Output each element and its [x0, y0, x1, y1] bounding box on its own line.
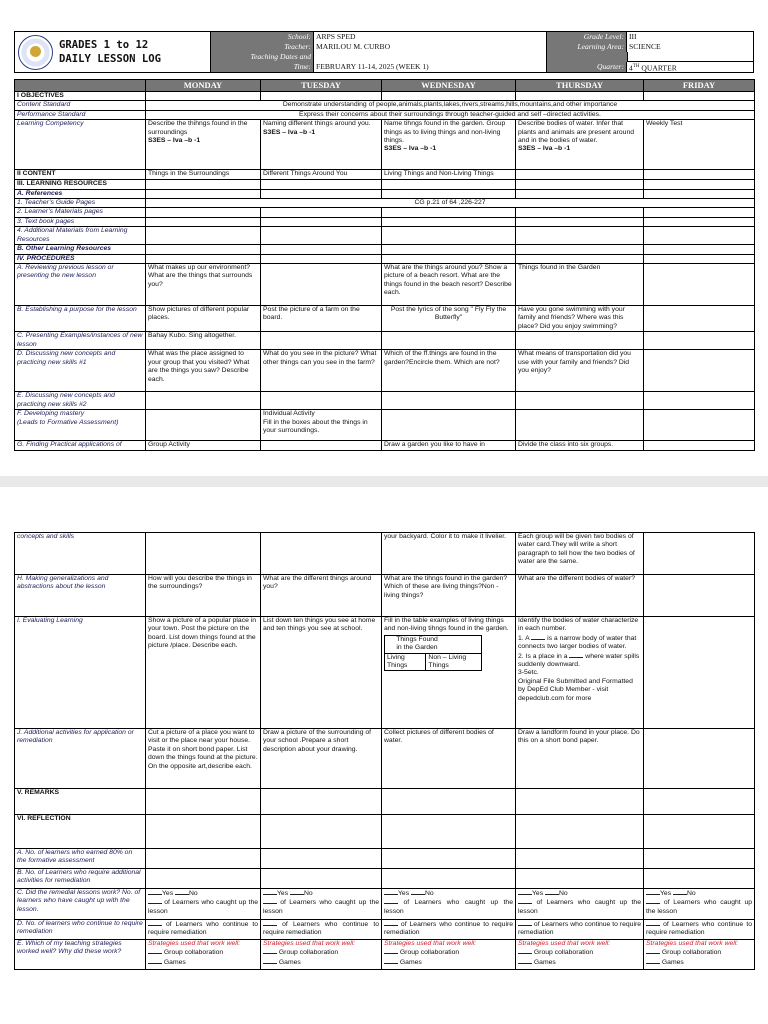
additional-materials-label: 4. Additional Materials from Learning Resources	[15, 227, 146, 245]
day-monday: MONDAY	[146, 80, 261, 92]
day-thursday: THURSDAY	[516, 80, 644, 92]
row-establishing-purpose	[15, 306, 755, 332]
dates-label-line-1: Teaching Dates and	[250, 52, 311, 61]
row-discussing-2	[15, 392, 755, 410]
performance-standard-text: Express their concerns about their surroundings through teacher-guided and self –directed activities.	[146, 110, 755, 119]
row-learners-materials	[15, 208, 755, 217]
row-additional-materials	[15, 227, 755, 245]
performance-standard-label: Performance Standard	[15, 110, 146, 119]
reflection-c-thursday: Yes No of Learners who caught up the lesson	[516, 889, 644, 920]
applications-cont-wednesday: your backyard. Color it to make it livelier.	[382, 533, 516, 575]
quarter-label: Quarter:	[546, 62, 626, 72]
establishing-purpose-label: B. Establishing a purpose for the lesson	[15, 306, 146, 332]
applications-monday: Group Activity	[146, 441, 261, 450]
reflection-d-wednesday: of Learners who continue to require remediation	[382, 920, 516, 940]
document-title	[59, 38, 161, 66]
objectives-label: I OBJECTIVES	[15, 92, 146, 101]
learning-area-label: Learning Area:	[546, 42, 626, 52]
textbook-label: 3. Text book pages	[15, 217, 146, 226]
header-block	[14, 31, 754, 73]
reviewing-label: A. Reviewing previous lesson or presenting the new lesson	[15, 264, 146, 306]
mastery-tuesday: Individual Activity Fill in the boxes about the things in your surroundings.	[261, 410, 382, 441]
teacher-value: MARILOU M. CURBO	[313, 42, 546, 52]
lesson-log-page-1	[0, 0, 768, 476]
row-remarks	[15, 789, 755, 815]
reflection-d-monday: of Learners who continue to require remediation	[146, 920, 261, 940]
reflection-a-label: A. No. of learners who earned 80% on the formative assessment	[15, 849, 146, 869]
row-content	[15, 170, 755, 180]
remarks-label: V. REMARKS	[15, 789, 146, 815]
purpose-monday: Show pictures of different popular places.	[146, 306, 261, 332]
applications-thursday: Divide the class into six groups.	[516, 441, 644, 450]
reflection-e-label: E. Which of my teaching strategies worked well? Why did these work?	[15, 940, 146, 970]
discussing-1-monday: What was the place assigned to your group that you visited? What are the things you saw? Describe each.	[146, 350, 261, 392]
learning-resources-label: III. LEARNING RESOURCES	[15, 180, 146, 189]
competency-thursday: Describe bodies of water. Infer that plants and animals are present around and in the bodies of water. S3ES – Iva –b -1	[516, 120, 644, 170]
row-teachers-guide	[15, 199, 755, 208]
evaluating-monday: Show a picture of a popular place in your town. Post the picture on the board. List down things found at the picture /place. Describe each.	[146, 617, 261, 729]
content-tuesday: Different Things Around You	[261, 170, 382, 180]
additional-wednesday: Collect pictures of different bodies of water.	[382, 729, 516, 789]
dates-value: FEBRUARY 11-14, 2025 (WEEK 1)	[316, 62, 429, 71]
row-performance-standard	[15, 110, 755, 119]
discussing-1-label: D. Discussing new concepts and practicing new skills #1	[15, 350, 146, 392]
row-reflection-e	[15, 940, 755, 970]
row-discussing-1	[15, 350, 755, 392]
reflection-b-label: B. No. of Learners who require additional activities for remediation	[15, 869, 146, 889]
teachers-guide-text: CG p.21 of 64 ,226-227	[146, 199, 755, 208]
applications-cont-label: concepts and skills	[15, 533, 146, 575]
header-spacer	[546, 52, 753, 62]
reflection-d-label: D. No. of learners who continue to require remediation	[15, 920, 146, 940]
practical-applications-label: G. Finding Practical applications of	[15, 441, 146, 450]
row-practical-applications	[15, 441, 755, 450]
competency-monday: Describe the thihngs found in the surroundings S3ES – Iva –b -1	[146, 120, 261, 170]
evaluating-tuesday: List down ten things you see at home and ten things you see at school.	[261, 617, 382, 729]
lesson-log-table-page-1	[14, 79, 755, 451]
reviewing-monday: What makes up our environment? What are the things that surrounds you?	[146, 264, 261, 306]
content-standard-label: Content Standard	[15, 101, 146, 110]
additional-monday: Cut a picture of a place you want to visit or the place near your house. Paste it on short bond paper. List down the things found at the picture. On the opposite art,describe each.	[146, 729, 261, 789]
learning-area-value: SCIENCE	[626, 42, 753, 52]
row-reflection-b	[15, 869, 755, 889]
discussing-1-thursday: What means of transportation did you use with your family and friends? Did you enjoy?	[516, 350, 644, 392]
presenting-monday: Bahay Kubo. Sing altogether.	[146, 332, 261, 350]
header-row-teacher	[211, 42, 753, 52]
content-wednesday: Living Things and Non-Living Things	[382, 170, 516, 180]
grade-level-value: III	[626, 32, 753, 42]
school-label: School:	[211, 32, 313, 42]
row-additional-activities	[15, 729, 755, 789]
reflection-c-monday: Yes No of Learners who caught up the lesson	[146, 889, 261, 920]
purpose-thursday: Have you gone swimming with your family and friends? Where was this place? Did you enjoy swimming?	[516, 306, 644, 332]
day-header-blank	[15, 80, 146, 92]
day-header-row	[15, 80, 755, 92]
generalizations-monday: How will you describe the things in the surroundings?	[146, 575, 261, 617]
row-learning-resources	[15, 180, 755, 189]
title-line-2: DAILY LESSON LOG	[59, 53, 162, 65]
generalizations-tuesday: What are the different things around you?	[261, 575, 382, 617]
row-developing-mastery	[15, 410, 755, 441]
additional-tuesday: Draw a picture of the surrounding of your school .Prepare a short description about your drawing.	[261, 729, 382, 789]
row-objectives	[15, 92, 755, 101]
procedures-label: IV. PROCEDURES	[15, 254, 146, 263]
discussing-2-label: E. Discussing new concepts and practicing new skills #2	[15, 392, 146, 410]
generalizations-label: H. Making generalizations and abstractions about the lesson	[15, 575, 146, 617]
header-title-block	[15, 32, 211, 72]
day-wednesday: WEDNESDAY	[382, 80, 516, 92]
reflection-c-label: C. Did the remedial lessons work? No. of learners who have caught up with the lesson.	[15, 889, 146, 920]
evaluating-thursday: Identify the bodies of water characterize in each number. 1. A is a narrow body of water that connects two larger bodies of water. 2. Is a place in a where water spills suddenly downward. 3-5etc. Original File Submitted and Formatted by DepEd Club Member - visit depedclub.com for more	[516, 617, 644, 729]
reflection-e-monday: Strategies used that work well: Group collaboration Games	[146, 940, 261, 970]
teachers-guide-label: 1. Teacher’s Guide Pages	[15, 199, 146, 208]
reflection-label: VI. REFLECTION	[15, 815, 146, 849]
row-reflection	[15, 815, 755, 849]
row-other-resources	[15, 245, 755, 254]
teacher-label: Teacher:	[211, 42, 313, 52]
generalizations-thursday: What are the different bodies of water?	[516, 575, 644, 617]
row-learning-competency	[15, 120, 755, 170]
title-line-1: GRADES 1 to 12	[59, 39, 149, 51]
competency-wednesday: Name tihngs found in the garden. Group things as to living things and non-living things. S3ES – Iva –b -1	[382, 120, 516, 170]
reviewing-thursday: Things found in the Garden	[516, 264, 644, 306]
row-textbook	[15, 217, 755, 226]
applications-wednesday: Draw a garden you like to have in	[382, 441, 516, 450]
content-label: II CONTENT	[15, 170, 146, 180]
developing-mastery-label: F. Developing mastery (Leads to Formative Assessment)	[15, 410, 146, 441]
inner-table-head: Things Found in the Garden	[385, 635, 482, 653]
generalizations-wednesday: What are the tihngs found in the garden? Which of these are living things?Non -living things?	[382, 575, 516, 617]
reflection-d-thursday: of Learners who continue to require remediation	[516, 920, 644, 940]
reflection-d-friday: of Learners who continue to require remediation	[644, 920, 755, 940]
deped-seal-icon	[18, 35, 53, 70]
content-standard-text: Demonstrate understanding of people,animals,plants,lakes,rivers,streams,hills,mountains,and other importance	[146, 101, 755, 110]
inner-living-things: Living Things	[385, 653, 426, 671]
reflection-c-wednesday: Yes No of Learners who caught up the lesson	[382, 889, 516, 920]
other-resources-label: B. Other Learning Resources	[15, 245, 146, 254]
quarter-value: 4TH QUARTER	[626, 62, 753, 72]
header-row-school	[211, 32, 753, 42]
row-content-standard	[15, 101, 755, 110]
living-nonliving-table	[384, 635, 482, 672]
row-reviewing	[15, 264, 755, 306]
reflection-d-tuesday: of Learners who continue to require remediation	[261, 920, 382, 940]
additional-thursday: Draw a landform found in your place. Do this on a short bond paper.	[516, 729, 644, 789]
lesson-log-table-page-2	[14, 532, 755, 970]
applications-cont-thursday: Each group will be given two bodies of water card.They will write a short paragraph to tell how the two bodies of water are the same.	[516, 533, 644, 575]
row-reflection-c	[15, 889, 755, 920]
row-presenting-examples	[15, 332, 755, 350]
presenting-examples-label: C. Presenting Examples/instances of new lesson	[15, 332, 146, 350]
purpose-wednesday: Post the lyrics of the song " Fly Fly the Butterfly"	[382, 306, 516, 332]
reviewing-wednesday: What are the things around you? Show a picture of a beach resort. What are the things found in the beach resort? Describe each.	[382, 264, 516, 306]
reflection-e-wednesday: Strategies used that work well: Group collaboration Games	[382, 940, 516, 970]
dates-label-line-2: Time:	[293, 62, 311, 71]
discussing-1-tuesday: What do you see in the picture? What other things can you see in the farm?	[261, 350, 382, 392]
row-generalizations	[15, 575, 755, 617]
evaluating-wednesday: Fill in the table examples of living things and non-living tihngs found in the garden. Things Found in the Garden Living Things Non – Living Things	[382, 617, 516, 729]
competency-tuesday: Naming different things around you. S3ES – Iva –b -1	[261, 120, 382, 170]
content-monday: Things in the Surroundings	[146, 170, 261, 180]
school-value: ARPS SPED	[313, 32, 546, 42]
grade-level-label: Grade Level:	[546, 32, 626, 42]
dates-value-cell	[313, 52, 546, 72]
competency-friday: Weekly Test	[644, 120, 755, 170]
reflection-e-friday: Strategies used that work well: Group collaboration Games	[644, 940, 755, 970]
reflection-e-thursday: Strategies used that work well: Group collaboration Games	[516, 940, 644, 970]
day-friday: FRIDAY	[644, 80, 755, 92]
references-label: A. References	[15, 189, 146, 198]
reflection-c-tuesday: Yes No of Learners who caught up the lesson	[261, 889, 382, 920]
evaluating-label: I. Evaluating Learning	[15, 617, 146, 729]
purpose-tuesday: Post the picture of a farm on the board.	[261, 306, 382, 332]
row-references	[15, 189, 755, 198]
additional-activities-label: J. Additional activities for application or remediation	[15, 729, 146, 789]
learning-competency-label: Learning Competency	[15, 120, 146, 170]
reflection-c-friday: Yes No of Learners who caught up the lesson	[644, 889, 755, 920]
row-procedures	[15, 254, 755, 263]
day-tuesday: TUESDAY	[261, 80, 382, 92]
discussing-1-wednesday: Which of the ff.things are found in the garden?Encircle them. Which are not?	[382, 350, 516, 392]
row-applications-cont	[15, 533, 755, 575]
lesson-log-page-2	[0, 487, 768, 1024]
header-row-dates	[211, 52, 753, 72]
dates-label	[211, 52, 313, 72]
inner-nonliving-things: Non – Living Things	[426, 653, 482, 671]
row-reflection-a	[15, 849, 755, 869]
row-evaluating	[15, 617, 755, 729]
reflection-e-tuesday: Strategies used that work well: Group collaboration Games	[261, 940, 382, 970]
row-reflection-d	[15, 920, 755, 940]
learners-materials-label: 2. Learner’s Materials pages	[15, 208, 146, 217]
